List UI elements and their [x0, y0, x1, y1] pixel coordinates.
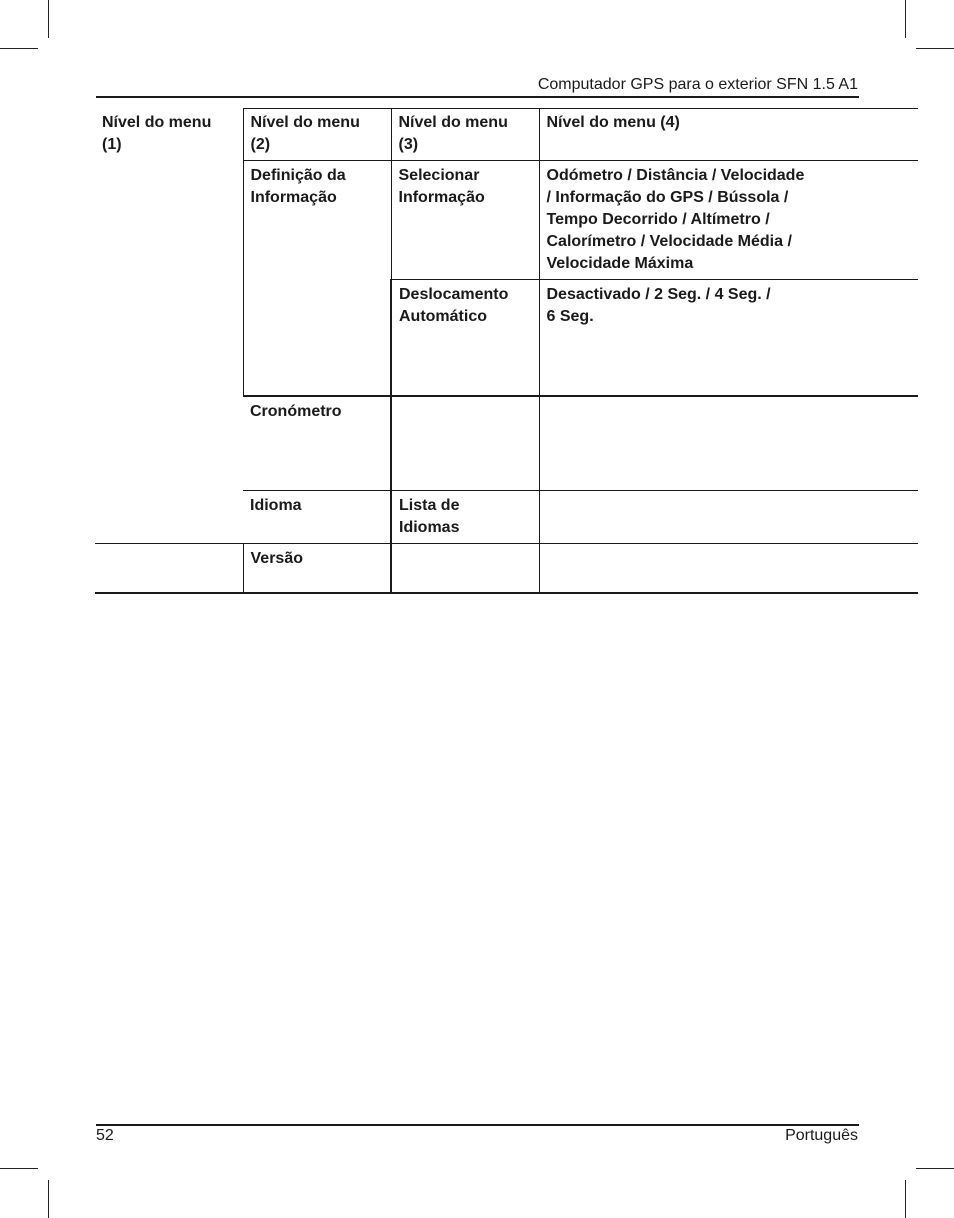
level4-cell: Desactivado / 2 Seg. / 4 Seg. / 6 Seg.	[539, 280, 918, 396]
level4-cell	[539, 491, 918, 544]
footer-language: Português	[785, 1127, 858, 1144]
header-cell: Nível do menu (3)	[391, 108, 539, 161]
table-row	[95, 544, 918, 593]
crop-mark	[48, 0, 49, 38]
level4-cell	[539, 544, 918, 593]
crop-mark	[905, 0, 906, 38]
header-rule	[96, 96, 859, 98]
header-cell: Nível do menu (2)	[243, 108, 391, 161]
level3-cell	[391, 544, 539, 593]
level3-cell: Lista de Idiomas	[391, 491, 539, 544]
level1-cell	[95, 161, 243, 544]
table-row	[95, 161, 918, 280]
table-header-row	[95, 108, 918, 161]
level2-cell: Versão	[243, 544, 391, 593]
level3-cell: Deslocamento Automático	[391, 280, 539, 396]
level4-cell	[539, 396, 918, 491]
level2-cell: Idioma	[243, 491, 391, 544]
footer-rule	[96, 1124, 859, 1126]
crop-mark	[905, 1180, 906, 1218]
crop-mark	[0, 1168, 38, 1169]
page-number: 52	[96, 1127, 114, 1144]
crop-mark	[916, 1168, 954, 1169]
crop-mark	[0, 48, 38, 49]
level3-cell	[391, 396, 539, 491]
menu-table	[95, 108, 918, 594]
header-cell: Nível do menu (4)	[539, 108, 918, 161]
level4-cell: Odómetro / Distância / Velocidade / Informação do GPS / Bússola / Tempo Decorrido / Altímetro / Calorímetro / Velocidade Média / Velocidade Máxima	[539, 161, 918, 280]
running-header: Computador GPS para o exterior SFN 1.5 A1	[537, 76, 858, 93]
crop-mark	[916, 48, 954, 49]
level3-cell: Selecionar Informação	[391, 161, 539, 280]
level1-cell	[95, 544, 243, 593]
level2-cell: Cronómetro	[243, 396, 391, 491]
header-cell: Nível do menu (1)	[102, 114, 212, 153]
level2-cell: Definição da Informação	[243, 161, 391, 396]
crop-mark	[48, 1180, 49, 1218]
